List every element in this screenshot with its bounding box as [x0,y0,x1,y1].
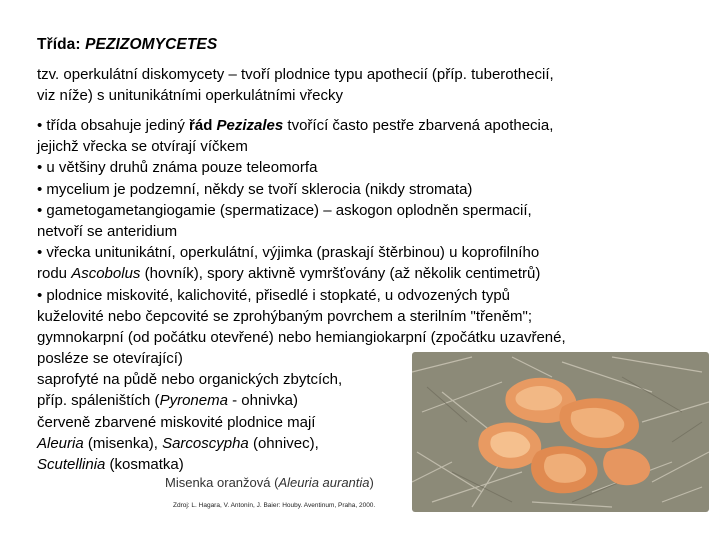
caption-species: Aleuria aurantia [278,475,370,490]
saprophyte-line-1: saprofyté na půdě nebo organických zbytcích, [37,371,343,388]
saprophyte-line-5 [37,454,417,475]
page-title [37,36,217,54]
bullet-fruitbody-line-4: posléze se otevírající) [37,350,183,368]
bullet-text: • třída obsahuje jediný [37,117,190,134]
bullet-list [37,115,687,369]
genus-pyronema: Pyronema [159,392,228,410]
bullet-text: rodu [37,265,72,283]
bullet-fruitbody-line-3: gymnokarpní (od počátku otevřené) nebo hemiangiokarpní (zpočátku uzavřené, [37,329,566,347]
saprophyte-line-4 [37,433,417,454]
order-name: Pezizales [216,117,284,134]
text: (misenka), [83,434,163,452]
order-label: řád [189,117,217,134]
bullet-fruitbody: • plodnice miskovité, kalichovité, přisedlé i stopkaté, u odvozených typů [37,286,510,304]
bullet-text: tvořící často pestře zbarvená apothecia, [283,117,554,134]
intro-line-2: viz níže) s unitunikátními operkulátními vřecky [37,87,343,104]
text: - ohnivka) [227,392,298,410]
intro-paragraph [37,64,687,106]
genus-ascobolus: Ascobolus [71,265,141,283]
bullet-order-line-2: jejichž vřecka se otvírají víčkem [37,138,248,156]
fungus-photo [412,352,709,512]
fungus-photo-image [412,352,709,512]
saprophyte-paragraph [37,369,417,475]
bullet-gametangiogamy-line-2: netvoří se anteridium [37,223,178,241]
title-prefix: Třída: [37,36,86,53]
caption-text: ) [369,475,374,490]
bullet-fruitbody-line-2: kuželovité nebo čepcovité se zprohýbaným povrchem a sterilním "třeněm"; [37,307,533,325]
photo-caption [165,475,374,490]
bullet-teleomorph: • u většiny druhů známa pouze teleomorfa [37,159,318,177]
genus-scutellinia: Scutellinia [37,456,106,474]
class-name: PEZIZOMYCETES [85,36,218,53]
photo-source: Zdroj: L. Hagara, V. Antonín, J. Baier: Houby. Aventinum, Praha, 2000. [173,502,376,509]
intro-line-1: tzv. operkulátní diskomycety – tvoří plodnice typu apothecií (příp. tuberothecií, [37,66,554,83]
bullet-text: (hovník), spory aktivně vymršťovány (až několik centimetrů) [140,265,541,283]
text: příp. spáleništích ( [37,392,160,410]
text: (kosmatka) [105,456,184,474]
bullet-asci-line-2 [37,263,687,284]
text: (ohnivec), [248,434,319,452]
genus-sarcoscypha: Sarcoscypha [162,434,249,452]
bullet-mycelium: • mycelium je podzemní, někdy se tvoří sklerocia (nikdy stromata) [37,180,473,198]
caption-text: Misenka oranžová ( [165,475,279,490]
saprophyte-line-2 [37,390,417,411]
bullet-order [37,115,687,136]
bullet-gametangiogamy: • gametogametangiogamie (spermatizace) – askogon oplodněn spermacií, [37,201,532,219]
genus-aleuria: Aleuria [37,434,84,452]
saprophyte-line-3: červeně zbarvené miskovité plodnice mají [37,413,316,431]
bullet-asci: • vřecka unitunikátní, operkulátní, výjimka (praskají štěrbinou) u koprofilního [37,244,540,262]
